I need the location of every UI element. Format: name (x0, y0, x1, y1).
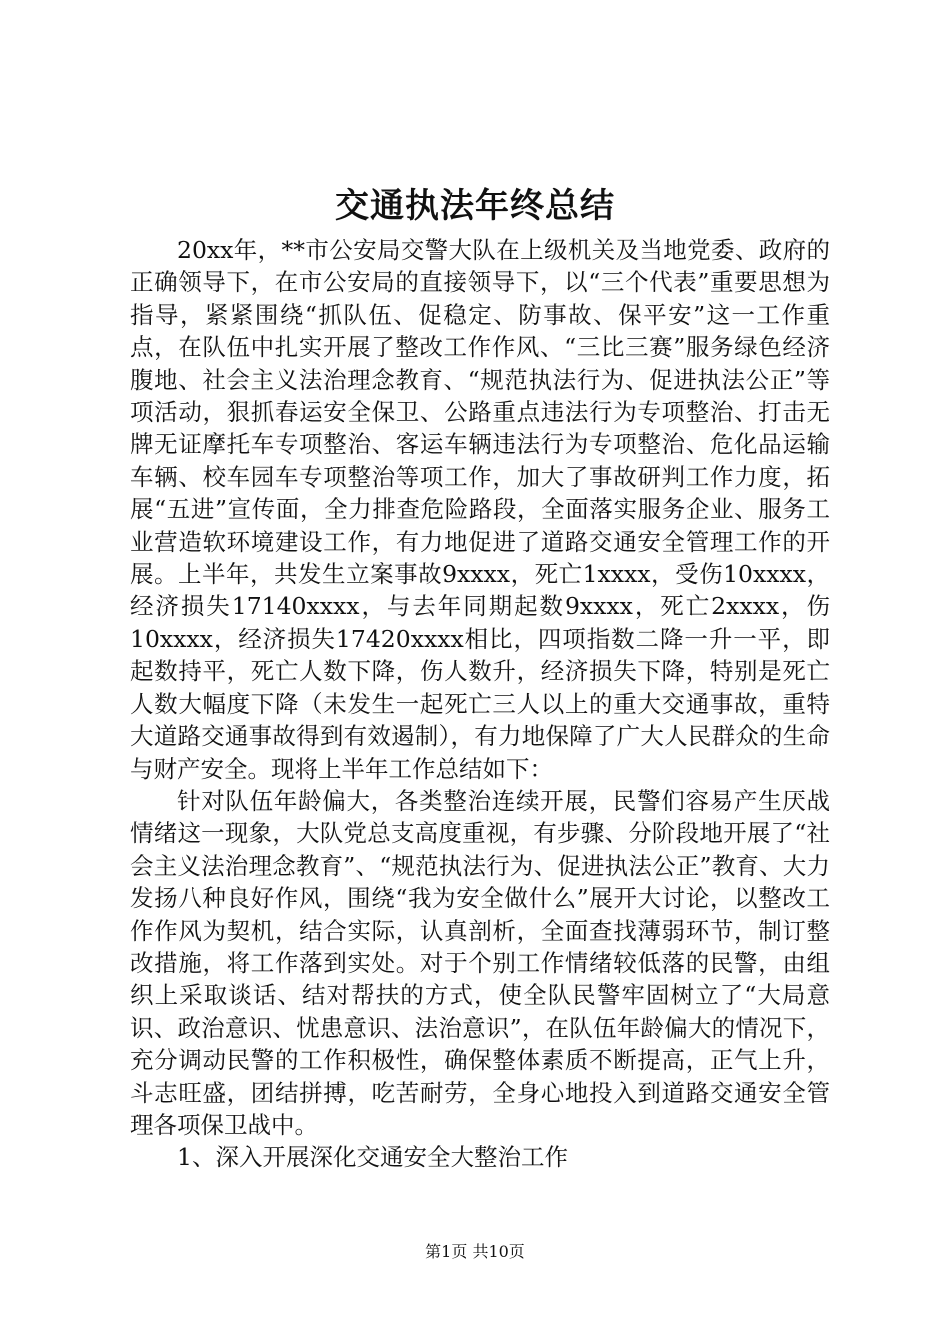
body-paragraph-1: 20xx年，**市公安局交警大队在上级机关及当地党委、政府的正确领导下，在市公安局的直接领导下，以“三个代表”重要思想为指导，紧紧围绕“抓队伍、促稳定、防事故、保平安”这一工作重点，在队伍中扎实开展了整改工作作风、“三比三赛”服务绿色经济腹地、社会主义法治理念教育、“规范执法行为、促进执法公正”等项活动，狠抓春运安全保卫、公路重点违法行为专项整治、打击无牌无证摩托车专项整治、客运车辆违法行为专项整治、危化品运输车辆、校车园车专项整治等项工作，加大了事故研判工作力度，拓展“五进”宣传面，全力排查危险路段，全面落实服务企业、服务工业营造软环境建设工作，有力地促进了道路交通安全管理工作的开展。上半年，共发生立案事故9xxxx，死亡1xxxx，受伤10xxxx，经济损失17140xxxx，与去年同期起数9xxxx，死亡2xxxx，伤10xxxx，经济损失17420xxxx相比，四项指数二降一升一平，即起数持平，死亡人数下降，伤人数升，经济损失下降，特别是死亡人数大幅度下降（未发生一起死亡三人以上的重大交通事故，重特大道路交通事故得到有效遏制），有力地保障了广大人民群众的生命与财产安全。现将上半年工作总结如下： (130, 236, 830, 783)
page-number-label: 第1页 共10页 (425, 1242, 525, 1261)
page-footer (0, 1241, 950, 1263)
section-heading-1: 1、深入开展深化交通安全大整治工作 (177, 1143, 568, 1172)
body-paragraph-2: 针对队伍年龄偏大，各类整治连续开展，民警们容易产生厌战情绪这一现象，大队党总支高度重视，有步骤、分阶段地开展了“社会主义法治理念教育”、“规范执法行为、促进执法公正”教育、大力发扬八种良好作风，围绕“我为安全做什么”展开大讨论，以整改工作作风为契机，结合实际，认真剖析，全面查找薄弱环节，制订整改措施，将工作落到实处。对于个别工作情绪较低落的民警，由组织上采取谈话、结对帮扶的方式，使全队民警牢固树立了“大局意识、政治意识、忧患意识、法治意识”，在队伍年龄偏大的情况下，充分调动民警的工作积极性，确保整体素质不断提高，正气上升，斗志旺盛，团结拼搏，吃苦耐劳，全身心地投入到道路交通安全管理各项保卫战中。 (130, 786, 830, 1139)
document-body (130, 234, 830, 1174)
document-title: 交通执法年终总结 (335, 186, 615, 226)
